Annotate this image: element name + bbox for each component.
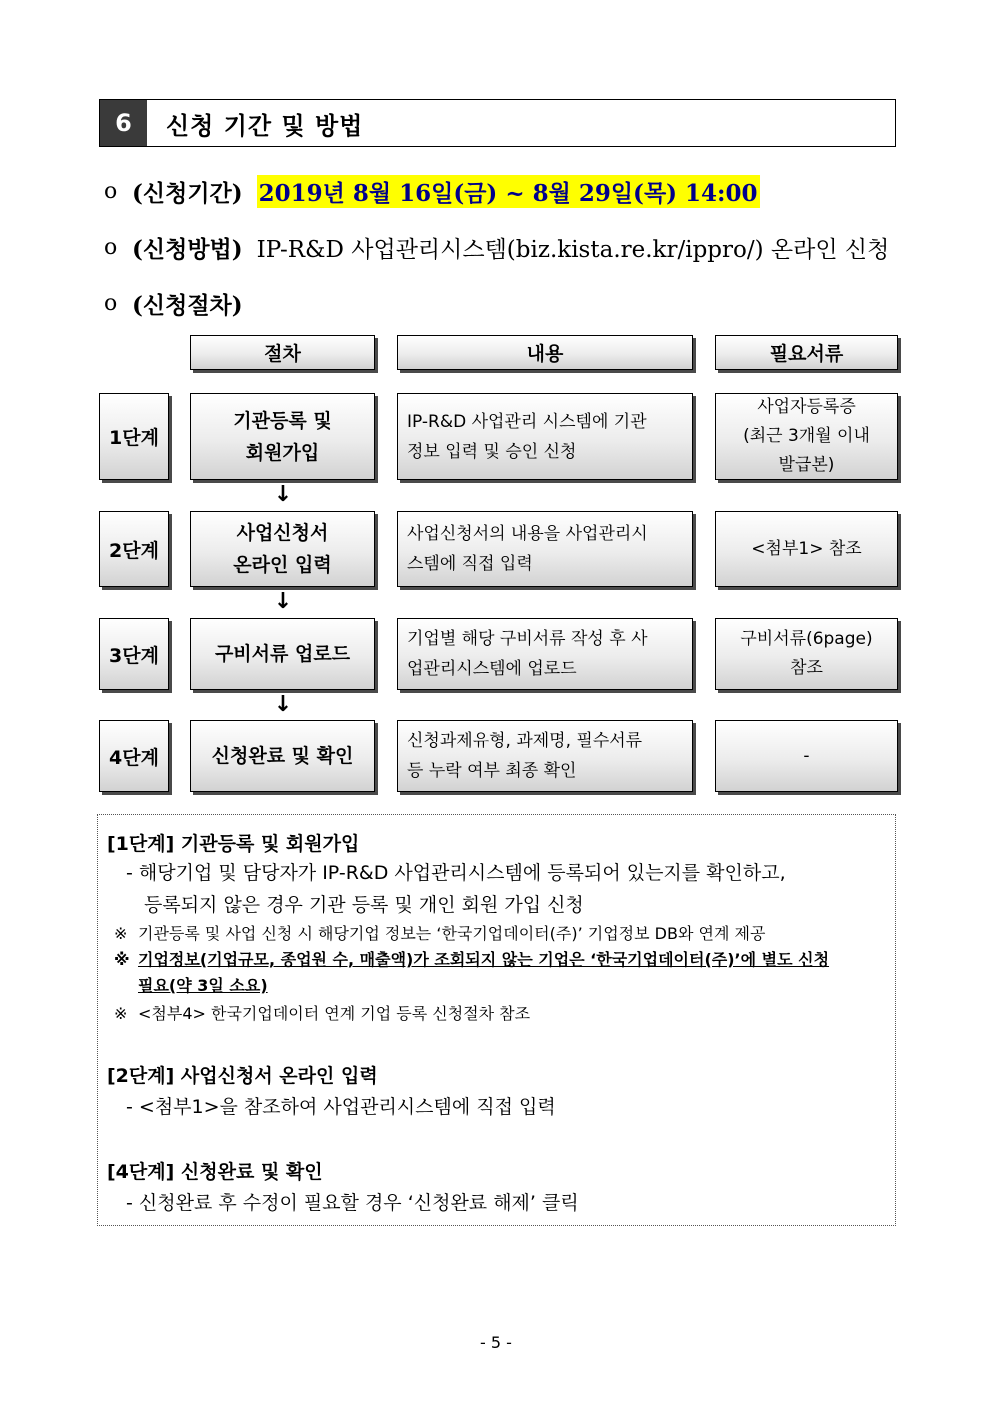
note-company-info: 기업정보(기업규모, 종업원 수, 매출액)가 조회되지 않는 기업은 ‘한국기업데이터(주)’에 별도 신청 bbox=[138, 950, 830, 969]
documents-line: 사업자등록증 bbox=[757, 397, 856, 417]
bullet-marker: o bbox=[104, 178, 118, 204]
content-line: 신청과제유형, 과제명, 필수서류 bbox=[407, 731, 643, 751]
documents-line: 참조 bbox=[790, 658, 823, 678]
procedure-cell bbox=[190, 720, 375, 792]
period-value: 2019년 8월 16일(금) ~ 8월 29일(목) 14:00 bbox=[257, 175, 760, 208]
content-line: 스템에 직접 입력 bbox=[407, 554, 533, 574]
content-cell bbox=[397, 511, 693, 587]
flow-arrow: ↓ bbox=[273, 589, 293, 614]
method-value: IP-R&D 사업관리시스템(biz.kista.re.kr/ippro/) 온라인 신청 bbox=[256, 236, 890, 263]
note-company-info-cont: 필요(약 3일 소요) bbox=[138, 976, 268, 995]
documents-line: (최근 3개월 이내 bbox=[743, 426, 870, 446]
section-number: 6 bbox=[100, 100, 147, 146]
procedure-line: 구비서류 업로드 bbox=[214, 643, 351, 665]
documents-cell bbox=[715, 511, 898, 587]
note-step2-heading: [2단계] 사업신청서 온라인 입력 bbox=[107, 1065, 378, 1087]
period-label: (신청기간) bbox=[132, 179, 243, 207]
procedure-cell bbox=[190, 618, 375, 690]
content-cell bbox=[397, 393, 693, 480]
method-label: (신청방법) bbox=[132, 235, 243, 263]
note-step1-detail-cont: 등록되지 않은 경우 기관 등록 및 개인 회원 가입 신청 bbox=[144, 894, 584, 916]
content-cell bbox=[397, 618, 693, 690]
header-content: 내용 bbox=[397, 335, 693, 370]
procedure-line: 회원가입 bbox=[245, 441, 320, 464]
procedure-label: (신청절차) bbox=[132, 291, 243, 319]
note-db-link: 기관등록 및 사업 신청 시 해당기업 정보는 ‘한국기업데이터(주)’ 기업정보 DB와 연계 제공 bbox=[138, 924, 766, 943]
bullet-marker: o bbox=[104, 290, 118, 316]
content-cell bbox=[397, 720, 693, 792]
procedure-line: 온라인 입력 bbox=[233, 554, 332, 576]
documents-cell bbox=[715, 393, 898, 480]
documents-cell bbox=[715, 618, 898, 690]
stage-label: 4단계 bbox=[99, 720, 169, 792]
note-step4-heading: [4단계] 신청완료 및 확인 bbox=[107, 1161, 323, 1183]
note-step1-heading: [1단계] 기관등록 및 회원가입 bbox=[107, 833, 360, 855]
stage-label: 3단계 bbox=[99, 618, 169, 690]
header-documents: 필요서류 bbox=[715, 335, 898, 370]
page-number: - 5 - bbox=[480, 1333, 512, 1352]
stage-label: 1단계 bbox=[99, 393, 169, 480]
note-step1-detail: - 해당기업 및 담당자가 IP-R&D 사업관리시스템에 등록되어 있는지를 확인하고, bbox=[126, 862, 786, 884]
bullet-marker: o bbox=[104, 234, 118, 260]
header-procedure: 절차 bbox=[190, 335, 375, 370]
section-header bbox=[99, 99, 896, 147]
bullet-method bbox=[104, 227, 889, 267]
note-mark: ※ bbox=[114, 950, 130, 969]
note-step4-detail: - 신청완료 후 수정이 필요할 경우 ‘신청완료 해제’ 클릭 bbox=[126, 1192, 579, 1214]
note-mark: ※ bbox=[114, 1004, 128, 1023]
content-line: 업관리시스템에 업로드 bbox=[407, 659, 577, 679]
content-line: 등 누락 여부 최종 확인 bbox=[407, 761, 577, 781]
content-line: 정보 입력 및 승인 신청 bbox=[407, 441, 577, 462]
documents-line: <첨부1> 참조 bbox=[751, 538, 862, 559]
bullet-period bbox=[104, 171, 760, 211]
flow-arrow: ↓ bbox=[273, 482, 293, 507]
note-step2-detail: - <첨부1>을 참조하여 사업관리시스템에 직접 입력 bbox=[126, 1096, 556, 1118]
note-mark: ※ bbox=[114, 924, 128, 943]
documents-line: 구비서류(6page) bbox=[740, 629, 873, 649]
section-title: 신청 기간 및 방법 bbox=[166, 111, 364, 140]
bullet-procedure bbox=[104, 283, 257, 323]
note-attachment4: <첨부4> 한국기업데이터 연계 기업 등록 신청절차 참조 bbox=[138, 1004, 531, 1023]
procedure-cell bbox=[190, 393, 375, 480]
procedure-line: 신청완료 및 확인 bbox=[211, 745, 354, 767]
documents-cell bbox=[715, 720, 898, 792]
content-line: IP-R&D 사업관리 시스템에 기관 bbox=[407, 411, 647, 432]
notes-box bbox=[97, 814, 896, 1226]
documents-line: - bbox=[803, 745, 810, 766]
content-line: 사업신청서의 내용을 사업관리시 bbox=[407, 524, 648, 544]
procedure-cell bbox=[190, 511, 375, 587]
procedure-line: 사업신청서 bbox=[236, 522, 329, 544]
flow-arrow: ↓ bbox=[273, 692, 293, 717]
procedure-line: 기관등록 및 bbox=[233, 409, 332, 432]
stage-label: 2단계 bbox=[99, 511, 169, 587]
content-line: 기업별 해당 구비서류 작성 후 사 bbox=[407, 629, 648, 649]
documents-line: 발급본) bbox=[778, 455, 835, 475]
